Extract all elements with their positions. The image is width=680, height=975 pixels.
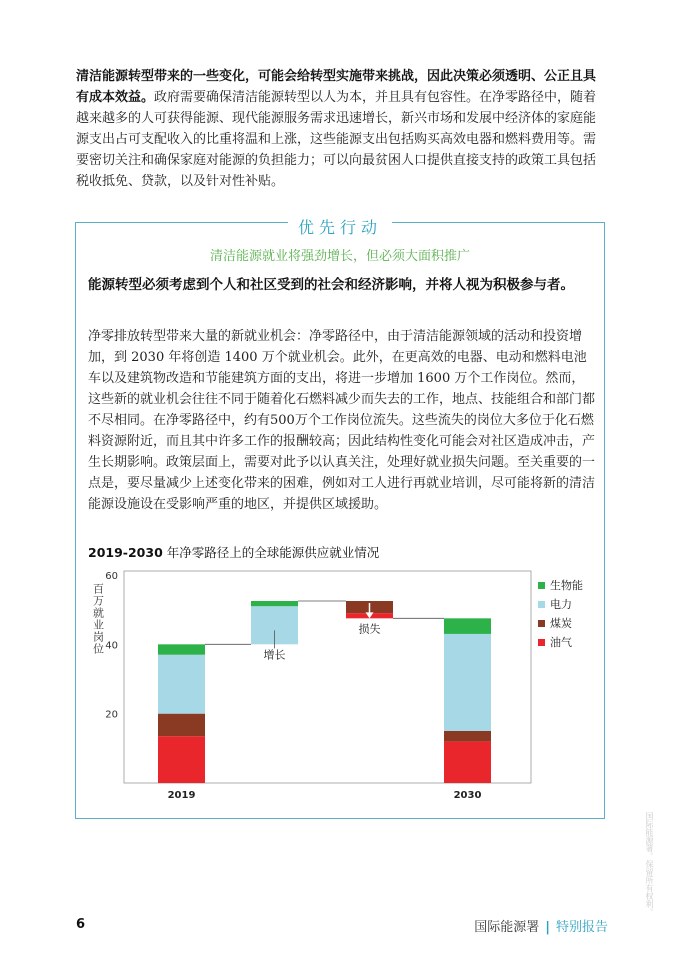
box-lead: 能源转型必须考虑到个人和社区受到的社会和经济影响，并将人视为积极参与者。 (88, 277, 574, 293)
intro-bold-lead: 清洁能源转型带来的一些变化，可能会给转型实施带来挑战，因此决策必须透明、公正且具有成本效益。 (76, 69, 597, 105)
y-tick-label-60: 60 (105, 571, 118, 582)
legend-label-煤炭: 煤炭 (550, 617, 572, 630)
bar-2030-生物能 (444, 618, 491, 634)
bar-增长-生物能 (251, 601, 298, 606)
publisher-name: 国际能源署 (474, 920, 540, 935)
y-axis-label: 百万就业岗位 (91, 583, 105, 655)
bar-2019-生物能 (158, 644, 205, 654)
intro-body: 政府需要确保清洁能源转型以人为本，并且具有包容性。在净零路径中，随着越来越多的人可获得能源、现代能源服务需求迅速增长，新兴市场和发展中经济体的家庭能源支出占可支配收入的比重将温和上涨，这些能源支出包括购买高效电器和燃料费用等。需要密切关注和确保家庭对能源的负担能力；可以向最贫困人口提供直接支持的政策工具包括税收抵免、贷款，以及针对性补贴。 (76, 90, 597, 189)
legend-swatch-煤炭 (538, 620, 545, 627)
bar-2019-油气 (158, 736, 205, 783)
x-label-2019: 2019 (167, 790, 196, 801)
report-type: 特别报告 (555, 920, 608, 935)
box-title: 优先行动 (76, 215, 604, 238)
bar-2030-煤炭 (444, 731, 491, 741)
footer-separator: | (545, 920, 550, 935)
bar-2019-电力 (158, 655, 205, 714)
y-tick-label-40: 40 (105, 640, 118, 652)
legend-swatch-生物能 (538, 582, 545, 589)
decrease-annotation: 损失 (358, 622, 381, 636)
increase-annotation: 增长 (263, 648, 286, 662)
bar-2030-油气 (444, 741, 491, 783)
legend-label-电力: 电力 (550, 598, 572, 611)
box-subtitle: 清洁能源就业将强劲增长，但必须大面积推广 (209, 249, 470, 264)
y-tick-label-20: 20 (105, 709, 118, 721)
legend-label-油气: 油气 (550, 636, 572, 649)
legend-swatch-电力 (538, 601, 545, 608)
legend-swatch-油气 (538, 639, 545, 646)
x-label-2030: 2030 (453, 790, 482, 801)
chart-title-rest: 年净零路径上的全球能源供应就业情况 (162, 545, 380, 560)
legend-label-生物能: 生物能 (550, 579, 583, 592)
bar-2030-电力 (444, 634, 491, 731)
priority-action-box (75, 218, 605, 819)
page-number: 6 (76, 917, 86, 932)
footer-publisher (474, 916, 608, 935)
bar-2019-煤炭 (158, 714, 205, 737)
box-body: 净零排放转型带来大量的新就业机会：净零路径中，由于清洁能源领域的活动和投资增加，到 2030 年将创造 1400 万个就业机会。此外，在更高效的电器、电动和燃料电池车以及建筑物改造和节能建筑方面的支出，将进一步增加 1600 万个工作岗位。然而，这些新的就业机会往往不同于随着化石燃料减少而失去的工作，地点、技能组合和部门都不尽相同。在净零路径中，约有500万个工作岗位流失。这些流失的岗位大多位于化石燃料资源附近，而且其中许多工作的报酬较高；因此结构性变化可能会对社区造成冲击，产生长期影响。政策层面上，需要对此予以认真关注，处理好就业损失问题。至关重要的一点是，要尽量减少上述变化带来的困难，例如对工人进行再就业培训，尽可能将新的清洁能源设施设在受影响严重的地区，并提供区域援助。 (88, 329, 596, 512)
jobs-waterfall-chart (76, 223, 604, 818)
chart-title-years: 2019-2030 (88, 545, 163, 560)
intro-paragraph (76, 66, 606, 192)
copyright-watermark: 国际能源署。保留所有权利。 (645, 812, 654, 916)
